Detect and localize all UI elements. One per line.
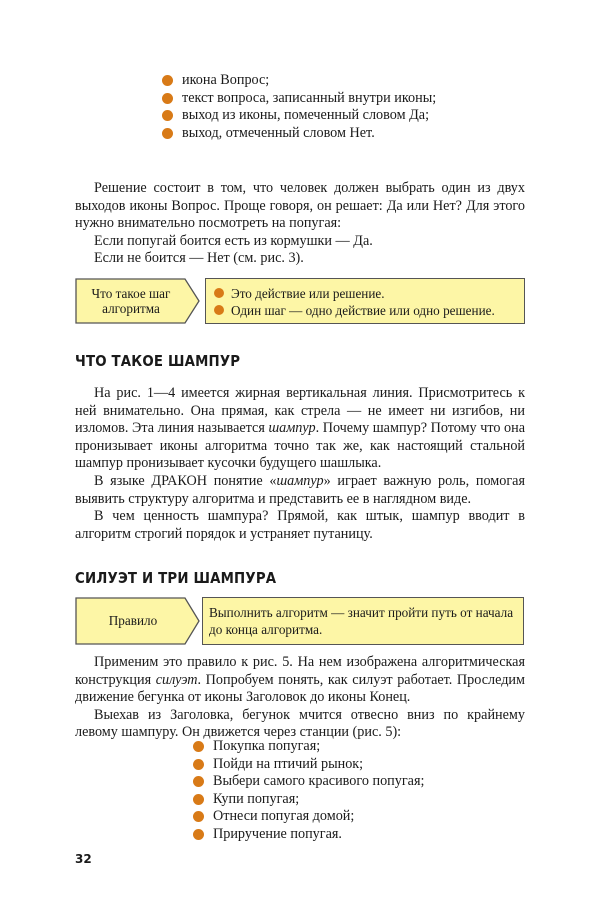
bullet-icon	[162, 75, 173, 86]
bullet-icon	[193, 794, 204, 805]
step-definition-box	[205, 278, 525, 324]
paragraph-line: Если попугай боится есть из кормушки — Да.	[94, 232, 373, 249]
bullet-icon	[162, 128, 173, 139]
paragraph-text: Решение состоит в том, что человек должен выбрать один из двух выходов иконы Вопрос. Проще говоря, он решает: Да или Нет? Для этого нужно внимательно посмотреть на попугая:	[75, 180, 525, 232]
list-item: Отнеси попугая домой;	[193, 808, 424, 826]
paragraph-line: Если не боится — Нет (см. рис. 3).	[94, 250, 304, 267]
list-item: Приручение попугая.	[193, 826, 424, 844]
bullet-icon	[162, 93, 173, 104]
step-definition-list	[214, 285, 516, 319]
paragraph-text: В языке ДРАКОН понятие «шампур» играет важную роль, помогая выявить структуру алгоритма и представить ее в наглядном виде.	[75, 472, 525, 507]
list-item: Покупка попугая;	[193, 738, 424, 756]
rule-label	[75, 597, 201, 645]
callout-label: Правило	[108, 613, 158, 629]
paragraph-text: Применим это правило к рис. 5. На нем изображена алгоритмическая конструкция силуэт. Попробуем понять, как силуэт работает. Проследим движение бегунка от иконы Заголовок до иконы Конец.	[75, 654, 525, 706]
paragraph-text: На рис. 1—4 имеется жирная вертикальная линия. Присмотритесь к ней внимательно. Она прямая, как стрела — не имеет ни изгибов, ни изломов. Эта линия называется шампур. Почему шампур? Потому что она пронизывает иконы алгоритма точно так же, как настоящий стальной шампур пронизывает кусочки будущего шашлыка.	[75, 385, 526, 472]
bullet-icon	[193, 759, 204, 770]
bullet-icon	[214, 305, 224, 315]
list-item: Это действие или решение.	[214, 285, 516, 302]
list-item: текст вопроса, записанный внутри иконы;	[162, 90, 436, 108]
paragraph-text: Выехав из Заголовка, бегунок мчится отвесно вниз по крайнему левому шампуру. Он движется через станции (рис. 5):	[75, 706, 525, 741]
bullet-icon	[193, 829, 204, 840]
step-definition-label	[75, 278, 201, 324]
rule-box	[202, 597, 524, 645]
bullet-icon	[193, 741, 204, 752]
list-item: Пойди на птичий рынок;	[193, 756, 424, 774]
list-item: выход, отмеченный словом Нет.	[162, 125, 436, 143]
callout-label: Что такое шаг алгоритма	[91, 285, 171, 316]
list-item: иконa Вопрос;	[162, 72, 436, 90]
silhouette-body	[75, 654, 525, 742]
section-heading-silhouette: СИЛУЭТ И ТРИ ШАМПУРА	[75, 569, 277, 587]
bullet-icon	[193, 811, 204, 822]
list-item: Один шаг — одно действие или одно решение.	[214, 302, 516, 319]
stations-bullet-list	[193, 738, 424, 844]
page-number: 32	[75, 852, 92, 866]
shampur-body	[75, 385, 525, 543]
bullet-icon	[214, 288, 224, 298]
bullet-icon	[193, 776, 204, 787]
list-item: Купи попугая;	[193, 791, 424, 809]
top-bullet-list	[162, 72, 436, 142]
section-heading-shampur: ЧТО ТАКОЕ ШАМПУР	[75, 352, 241, 370]
list-item: Выбери самого красивого попугая;	[193, 773, 424, 791]
decision-paragraph	[75, 180, 525, 268]
list-item: выход из иконы, помеченный словом Да;	[162, 107, 436, 125]
rule-text: Выполнить алгоритм — значит пройти путь от начала до конца алгоритма.	[209, 605, 514, 637]
paragraph-text: В чем ценность шампура? Прямой, как штык, шампур вводит в алгоритм строгий порядок и устраняет путаницу.	[75, 508, 525, 542]
bullet-icon	[162, 110, 173, 121]
